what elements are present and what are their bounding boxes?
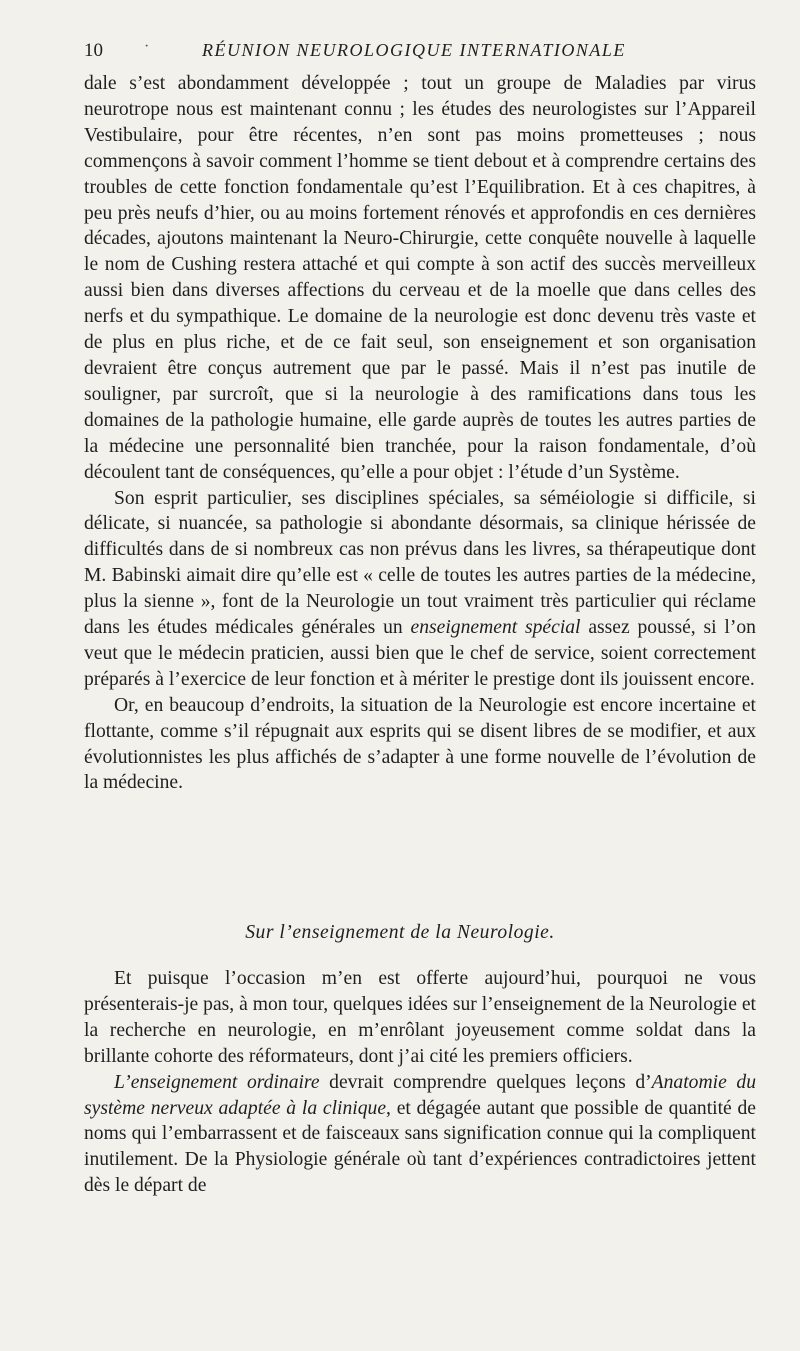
- header-separator: ·: [144, 38, 150, 55]
- section-paragraph-1: Et puisque l’occasion m’en est offerte aujourd’hui, pourquoi ne vous présenterais-je pas, à mon tour, quelques idées sur l’enseignement de la Neurologie et la recherche en neurologie, en m’enrôlant joyeusement comme soldat dans la brillante cohorte des réformateurs, dont j’ai cité les premiers officiers.: [84, 968, 756, 1067]
- paragraph-3: Or, en beaucoup d’endroits, la situation de la Neurologie est encore incertaine et flottante, comme s’il répugnait aux esprits qui se disent libres de se modifier, et aux évolutionnistes les plus affichés de s’adapter à une forme nouvelle de l’évolution de la médecine.: [84, 694, 756, 794]
- paragraph-2: Son esprit particulier, ses disciplines spéciales, sa séméiologie si difficile, si délicate, si nuancée, sa pathologie si abondante désormais, sa clinique hérissée de difficultés dans de si nombreux cas non prévus dans les livres, sa thérapeutique dont M. Babinski aimait dire qu’elle est « celle de toutes les autres parties de la médecine, plus la sienne », font de la Neurologie un tout vraiment très particulier qui réclame dans les études médicales générales un enseignement spécial assez poussé, si l’on veut que le médecin praticien, aussi bien que le chef de service, soient correctement préparés à l’exercice de leur fonction et à mériter le prestige dont ils jouissent encore.: [84, 487, 756, 690]
- running-title: RÉUNION NEUROLOGIQUE INTERNATIONALE: [202, 40, 626, 60]
- section-body-text: [84, 966, 756, 1199]
- section-heading: Sur l’enseignement de la Neurologie.: [245, 922, 555, 943]
- paragraph-1: dale s’est abondamment développée ; tout un groupe de Maladies par virus neurotrope nous est maintenant connu ; les études des neurologistes sur l’Appareil Vestibulaire, pour être récentes, n’en sont pas moins prometteuses ; nous commençons à savoir comment l’homme se tient debout et à comprendre certains des troubles de cette fonction fondamentale qu’est l’Equilibration. Et à ces chapitres, à peu près neufs d’hier, ou au moins fortement rénovés et approfondis en ces dernières décades, ajoutons maintenant la Neuro-Chirurgie, cette conquête nouvelle à laquelle le nom de Cushing restera attaché et qui compte à son actif des succès merveilleux aussi bien dans diverses affections du cerveau et de la moelle que dans celles des nerfs et du sympathique. Le domaine de la neurologie est donc devenu très vaste et de plus en plus riche, et de ce fait seul, son enseignement et son organisation devraient être conçus autrement que par le passé. Mais il n’est pas inutile de souligner, par surcroît, que si la neurologie à des ramifications dans tous les domaines de la pathologie humaine, elle garde auprès de toutes les autres parties de la médecine une personnalité bien tranchée, pour la raison fondamentale, d’où découlent tant de conséquences, qu’elle a pour objet : l’étude d’un Système.: [84, 73, 756, 483]
- page-number: 10: [84, 40, 103, 61]
- section-paragraph-2: L’enseignement ordinaire devrait comprendre quelques leçons d’Anatomie du système nerveux adaptée à la clinique, et dégagée autant que possible de quantité de noms qui l’embarrassent et de faisceaux sans signification connue qui la compliquent inutilement. De la Physiologie générale où tant d’expériences contradictoires jettent dès le départ de: [84, 1071, 756, 1197]
- body-text: [84, 71, 756, 796]
- emphasis-enseignement-special: enseignement spécial: [410, 617, 581, 639]
- page-header: [84, 36, 756, 66]
